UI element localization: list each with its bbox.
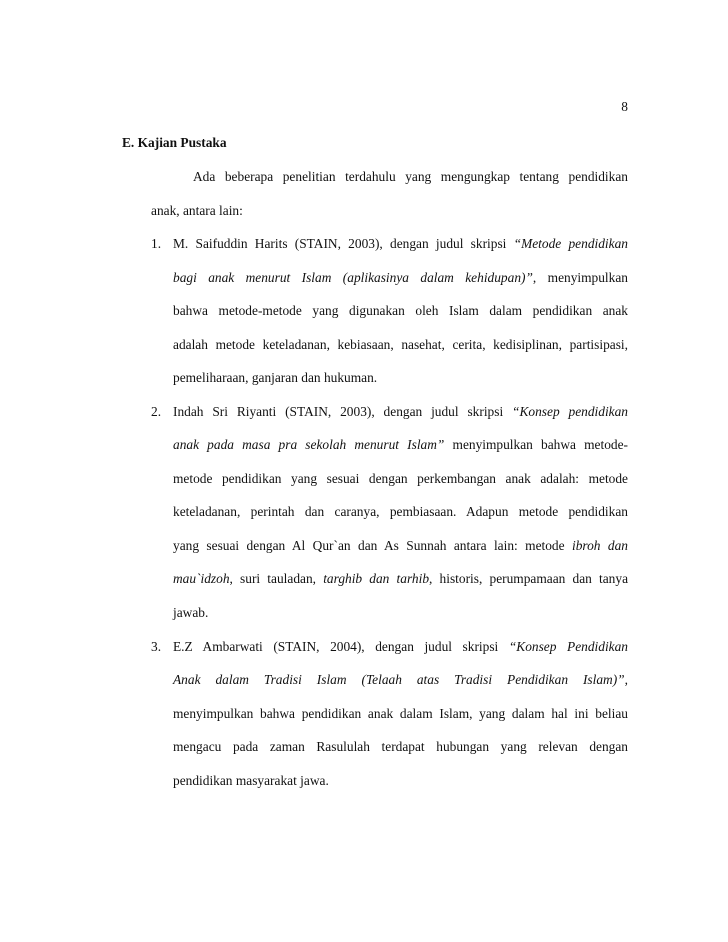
item-1-line-5: pemeliharaan, ganjaran dan hukuman.	[173, 370, 378, 385]
item-number: 1.	[151, 236, 162, 251]
item-text: , suri tauladan,	[229, 571, 324, 586]
item-1-line-3	[173, 303, 628, 319]
item-text: keteladanan, perintah dan caranya, pembiasaan. Adapun metode pendidikan	[173, 504, 628, 519]
item-title-italic: “Konsep pendidikan	[512, 404, 629, 419]
item-title-italic: “Metode pendidikan	[513, 236, 628, 251]
item-3-line-4	[173, 739, 628, 755]
item-3-line-5: pendidikan masyarakat jawa.	[173, 773, 329, 788]
item-2-line-3	[173, 471, 628, 487]
item-text: E.Z Ambarwati (STAIN, 2004), dengan judul skripsi	[173, 639, 509, 654]
item-text: adalah metode keteladanan, kebiasaan, nasehat, cerita, kedisiplinan, partisipasi,	[173, 337, 628, 352]
item-text: Indah Sri Riyanti (STAIN, 2003), dengan judul skripsi	[173, 404, 513, 419]
item-2-line-6	[173, 571, 628, 587]
item-term-italic: targhib dan tarhib	[323, 571, 430, 586]
item-2-line-1	[173, 404, 628, 420]
item-2-line-4	[173, 504, 628, 520]
item-text: yang sesuai dengan Al Qur`an dan As Sunnah antara lain: metode	[173, 538, 572, 553]
item-title-italic: bagi anak menurut Islam (aplikasinya dalam kehidupan)”	[173, 270, 533, 285]
item-text: menyimpulkan bahwa pendidikan anak dalam Islam, yang dalam hal ini beliau	[173, 706, 628, 721]
item-text: mengacu pada zaman Rasululah terdapat hubungan yang relevan dengan	[173, 739, 628, 754]
item-text: bahwa metode-metode yang digunakan oleh Islam dalam pendidikan anak	[173, 303, 628, 318]
item-3-line-2	[173, 672, 628, 688]
item-3-line-3	[173, 706, 628, 722]
intro-line-2: anak, antara lain:	[151, 203, 243, 218]
item-3-line-1	[173, 639, 628, 655]
item-number: 2.	[151, 404, 162, 419]
item-1-line-4	[173, 337, 628, 353]
item-term-italic: ibroh dan	[571, 538, 628, 553]
item-title-italic: “Konsep Pendidikan	[508, 639, 628, 654]
item-1-line-1	[173, 236, 628, 252]
item-title-italic: Anak dalam Tradisi Islam (Telaah atas Tradisi Pendidikan Islam)”	[173, 672, 625, 687]
item-1-line-2	[173, 270, 628, 286]
item-text: ,	[624, 672, 628, 687]
item-term-italic: mau`idzoh	[173, 571, 230, 586]
item-text: , historis, perumpamaan dan tanya	[429, 571, 629, 586]
item-text: metode pendidikan yang sesuai dengan perkembangan anak adalah: metode	[173, 471, 628, 486]
item-text: menyimpulkan bahwa metode-	[444, 437, 628, 452]
intro-line-1	[193, 169, 628, 185]
item-2-line-5	[173, 538, 628, 554]
item-title-italic: anak pada masa pra sekolah menurut Islam”	[173, 437, 445, 452]
intro-text-1: Ada beberapa penelitian terdahulu yang mengungkap tentang pendidikan	[193, 169, 628, 184]
item-number: 3.	[151, 639, 162, 654]
page-number: 8	[621, 99, 628, 114]
item-text: M. Saifuddin Harits (STAIN, 2003), dengan judul skripsi	[173, 236, 514, 251]
item-text: , menyimpulkan	[532, 270, 628, 285]
item-2-line-2	[173, 437, 628, 453]
section-heading: E. Kajian Pustaka	[122, 135, 227, 150]
item-2-line-7: jawab.	[173, 605, 209, 620]
